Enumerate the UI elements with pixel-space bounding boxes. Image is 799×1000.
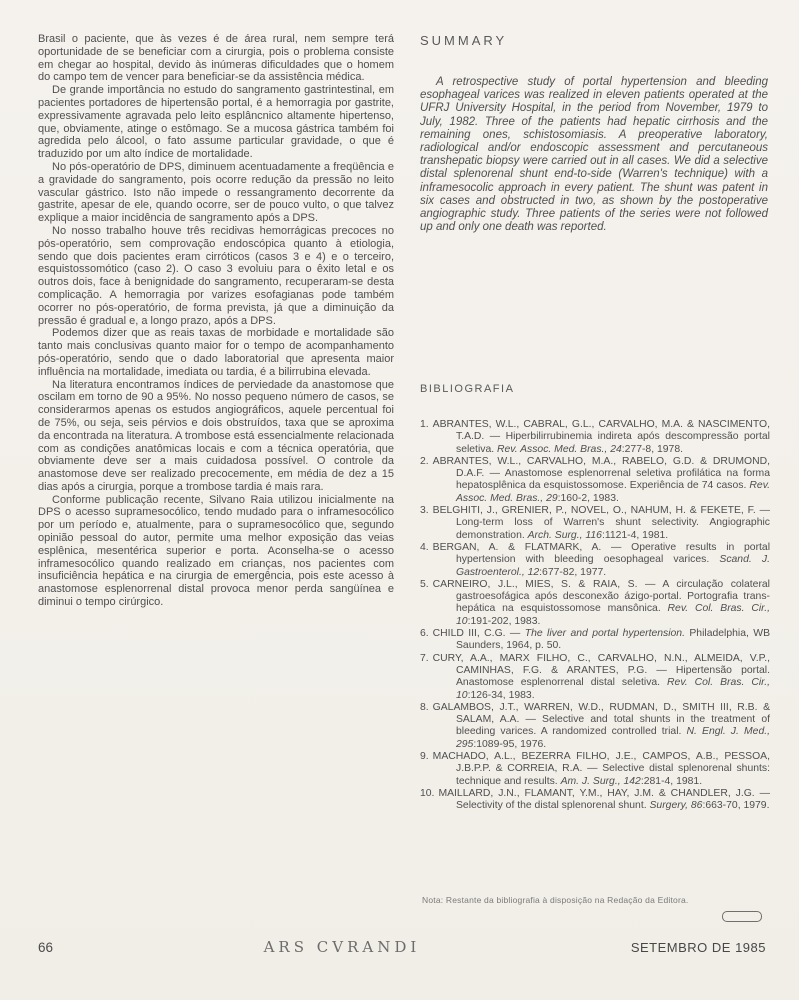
reference-journal: Am. J. Surg., 142 [560,775,641,787]
reference-pages: :277-8, 1978. [621,443,683,455]
reference-list [420,419,770,813]
reference-journal: Rev. Col. Bras. Cir., 10 [456,603,770,627]
reference-text: ABRANTES, W.L., CARVALHO, M.A., RABELO, G.D. & DRUMOND, D.A.F. — Anastomose esplenorrenal seletiva profilática na forma hepatosplênica da esquistossomose. Experiência de 74 casos. [432,455,770,492]
reference-item [420,653,770,702]
reference-text: ABRANTES, W.L., CABRAL, G.L., CARVALHO, M.A. & NASCIMENTO, T.A.D. — Hiperbilirrubinemia indireta após descompressão portal seletiva. [432,419,770,455]
issue-date: SETEMBRO DE 1985 [630,940,766,955]
reference-journal: Rev. Assoc. Med. Bras., 24 [497,443,622,455]
reference-item [420,788,770,813]
reference-item [420,419,770,456]
reference-number: 1. [420,419,429,430]
bibliography-section [420,383,770,813]
reference-number: 3. [420,505,429,517]
reference-pages: :677-82, 1977. [539,566,607,578]
reference-journal: Arch. Surg., 116 [527,529,602,541]
reference-pages: Philadelphia, WB Saunders, 1964, p. 50. [456,628,771,652]
body-paragraph: Podemos dizer que as reais taxas de morbidade e mortalidade são tanto mais conclusivas quanto maior for o tempo de acompanhamento pós-operatório, sendo que o dado laboratorial que apresenta maior influência na mortalidade, imediata ou tardia, é a bilirrubina elevada. [38,327,394,378]
reference-text: CURY, A.A., MARX FILHO, C., CARVALHO, N.N., ALMEIDA, V.P., CAMINHAS, F.G. & ARANTES, P.G. — Hipertensão portal. Anastomose esplenorrenal distal seletiva. [432,652,770,689]
body-paragraph: Conforme publicação recente, Silvano Raia utilizou inicialmente na DPS o acesso supramesocólico, tendo mudado para o inframesocólico por um período e, atualmente, para o supramesocólico que, segundo opinião pessoal do autor, permite uma melhor exposição das veias esplênica, mesentérica superior e porta. Aconselha-se o acesso inframesocólico quando realizado em crianças, nos pacientes com insuficiência hepática e na cirurgia de emergência, pois este acesso à anastomose esplenorrenal distal provoca menor perda sangüínea e diminui o tempo cirúrgico. [38,493,394,609]
page-number: 66 [38,940,54,955]
reference-text: BELGHITI, J., GRENIER, P., NOVEL, O., NAHUM, H. & FEKETE, F. — Long-term loss of Warren's shunt selectivity. Angiographic demonstration. [432,505,770,541]
body-paragraph: De grande importância no estudo do sangramento gastrintestinal, em pacientes portadores de hipertensão portal, é a hemorragia por gastrite, expressivamente agravada pelo leito esplâncnico altamente hipertenso, que, obviamente, atinge o estômago. Se a mucosa gástrica também foi agredida pelo álcool, o fato assume particular gravidade, o que é traduzido por um alto índice de mortalidade. [38,84,394,161]
reference-pages: :1121-4, 1981. [601,529,669,541]
reference-item [420,628,770,653]
journal-name: ARS CVRANDI [263,938,421,956]
body-paragraph: No nosso trabalho houve três recidivas hemorrágicas precoces no pós-operatório, sem comprovação endoscópica quanto à etiologia, sendo que dois pacientes eram cirróticos (casos 3 e 4) e o terceiro, esquistossomótico (caso 2). O caso 3 evoluiu para o êxito letal e os outros dois, face à benignidade do sangramento, recuperaram-se desta complicação. A hemorragia por varizes esofagianas pode também ocorrer no pós-operatório, de forma prevista, já que a diminuição da pressão é gradual e, a longo prazo, após a DPS. [38,224,394,327]
summary-section [420,33,768,234]
bibliography-heading: BIBLIOGRAFIA [420,383,515,395]
reference-journal: Rev. Assoc. Med. Bras., 29 [456,480,770,504]
reference-pages: :1089-95, 1976. [473,738,547,750]
reference-item [420,505,770,542]
reference-item [420,456,770,505]
reference-number: 9. [420,751,429,763]
reference-text: CARNEIRO, J.L., MIES, S. & RAIA, S. — A circulação colateral gastroesofágica após desconexão ázigo-portal. Portografia trans-hepática na esquistossomose mansônica. [432,578,770,615]
reference-journal: Rev. Col. Bras. Cir., 10 [456,677,770,701]
article-body-column [38,33,394,609]
end-of-article-marker [722,911,762,922]
reference-pages: :281-4, 1981. [640,775,703,787]
reference-text: GALAMBOS, J.T., WARREN, W.D., RUDMAN, D., SMITH III, R.B. & SALAM, A.A. — Selective and total shunts in the treatment of bleeding varices. A randomized controlled trial. [432,701,770,738]
reference-number: 5. [420,578,429,590]
reference-number: 7. [420,652,429,664]
body-paragraph: Na literatura encontramos índices de perviedade da anastomose que oscilam em torno de 90 a 95%. No nosso pequeno número de casos, se considerarmos apenas os estudos angiográficos, aquele percentual foi de 75%, ou seja, seis pérvios e dois obstruídos, taxa que se aproxima da encontrada na literatura. A trombose está essencialmente relacionada com as condições anatômicas locais e com a técnica operatória, que obviamente deve ser a mais cuidadosa possível. O controle da anastomose deve ser realizado precocemente, em média de dez a 15 dias após a cirurgia, porque a trombose tardia é mais rara. [38,378,394,493]
reference-number: 2. [420,455,429,467]
page-footer [38,938,766,956]
reference-text: BERGAN, A. & FLATMARK, A. — Operative results in portal hypertension with bleeding oesophageal varices. [432,541,770,566]
reference-pages: :160-2, 1983. [557,492,619,504]
reference-item [420,579,770,628]
reference-journal: Scand. J. Gastroenterol., 12 [456,554,771,578]
reference-pages: :663-70, 1979. [702,800,770,812]
reference-number: 8. [420,701,429,713]
reference-item [420,751,770,788]
body-paragraph: Brasil o paciente, que às vezes é de área rural, nem sempre terá oportunidade de se beneficiar com a cirurgia, pois o problema consiste em chegar ao hospital, devido às inúmeras dificuldades que o homem do campo tem de vencer para beneficiar-se da assistência médica. [38,33,394,84]
reference-journal: The liver and portal hypertension. [524,628,685,640]
reference-number: 4. [420,541,429,553]
reference-text: MAILLARD, J.N., FLAMANT, Y.M., HAY, J.M. & CHANDLER, J.G. — Selectivity of the distal splenorenal shunt. [438,787,770,812]
reference-text: MACHADO, A.L., BEZERRA FILHO, J.E., CAMPOS, A.B., PESSOA, J.B.P.P. & CORREIA, R.A. — Selective distal splenorenal shunts: technique and results. [432,751,770,787]
reference-journal: Surgery, 86 [649,800,703,812]
body-paragraph: No pós-operatório de DPS, diminuem acentuadamente a freqüência e a gravidade do sangramento, pois ocorre redução da pressão no leito vascular gástrico. Isto não impede o ressangramento decorrente da gastrite, apesar de ele, quando ocorre, ser de pouco vulto, o que talvez explique a maior incidência de sangramento após a DPS. [38,160,394,225]
reference-journal: N. Engl. J. Med., 295 [456,726,770,750]
reference-number: 10. [420,787,435,799]
reference-pages: :191-202, 1983. [467,615,541,627]
reference-pages: :126-34, 1983. [467,689,535,701]
reference-number: 6. [420,628,429,640]
summary-text: A retrospective study of portal hypertension and bleeding esophageal varices was realized in eleven patients operated at the UFRJ University Hospital, in the period from November, 1979 to July, 1982. Three of the patients had hepatic cirrhosis and the remaining ones, schistosomiasis. A preoperative laboratory, radiological and/or endoscopic assessment and percutaneous transhepatic biopsy were carried out in all cases. We did a selective distal splenorenal shunt end-to-side (Warren's technique) with a inframesocolic approach in every patient. The shunt was patent in six cases and obstructed in two, as shown by the postoperative angiographic study. Three patients of the series were not followed up and only one death was reported. [420,76,768,234]
reference-item [420,542,770,579]
summary-heading: SUMMARY [420,33,508,48]
bibliography-note: Nota: Restante da bibliografia à disposição na Redação da Editora. [422,895,689,905]
reference-text: CHILD III, C.G. — [432,628,525,640]
reference-item [420,702,770,751]
